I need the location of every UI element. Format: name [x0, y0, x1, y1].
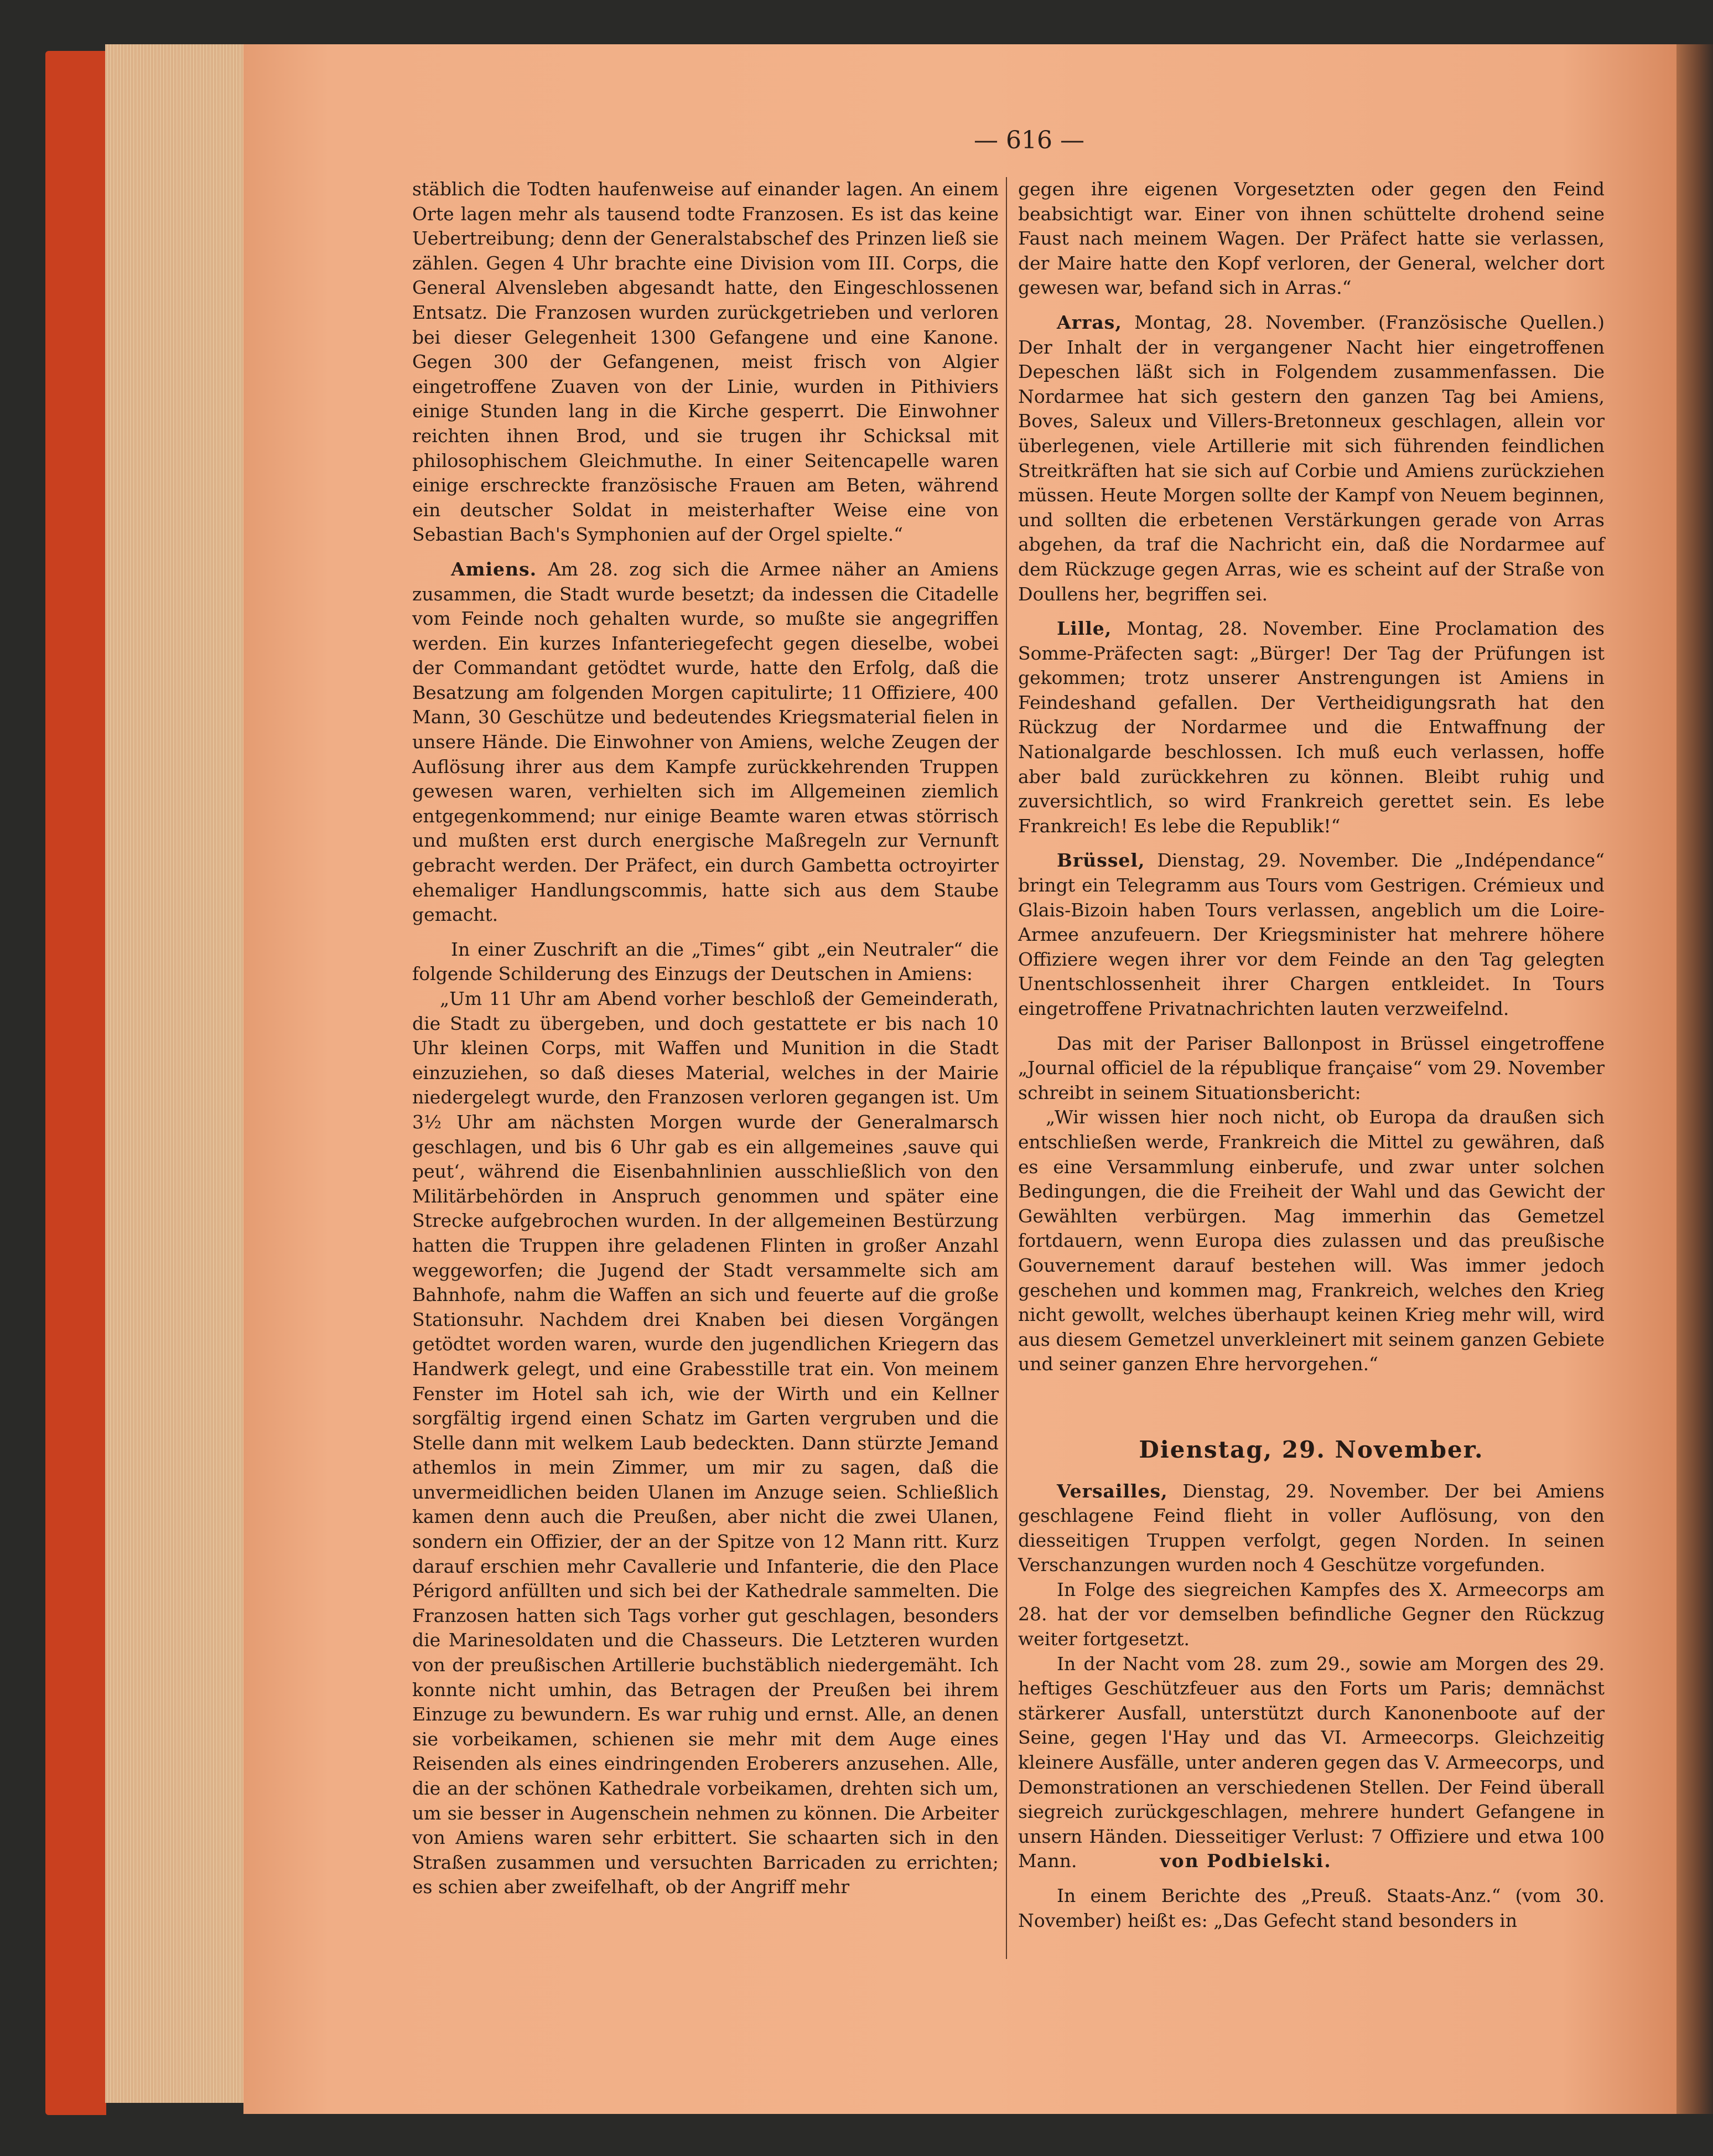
paragraph: stäblich die Todten haufenweise auf einander lagen. An einem Orte lagen mehr als tausend todte Franzosen. Es ist das keine Uebertreibung; denn der Generalstabschef des Prinzen ließ sie zählen. Gegen 4 Uhr brachte eine Division vom III. Corps, die General Alvensleben abgesandt hatte, den Eingeschlossenen Entsatz. Die Franzosen wurden zurückgetrieben und verloren bei dieser Gelegenheit 1300 Gefangene und eine Kanone. Gegen 300 der Gefangenen, meist frisch von Algier eingetroffene Zuaven von der Linie, wurden in Pithiviers einige Stunden lang in die Kirche gesperrt. Die Einwohner reichten ihnen Brod, und sie trugen ihr Schicksal mit philosophischem Gleichmuthe. In einer Seitencapelle waren einige erschreckte französische Frauen am Beten, während ein deutscher Soldat in meisterhafter Weise eine von Sebastian Bach's Symphonien auf der Orgel spielte.“ — [412, 178, 999, 546]
paragraph: In einer Zuschrift an die „Times“ gibt „ein Neutraler“ die folgende Schilderung des Einzugs der Deutschen in Amiens: — [412, 938, 999, 985]
paragraph: In Folge des siegreichen Kampfes des X. Armeecorps am 28. hat der vor demselben befindliche Gegner den Rückzug weiter fortgesetzt. — [1018, 1578, 1605, 1650]
place-heading: Brüssel, — [1057, 849, 1145, 872]
book-gutter — [1676, 44, 1713, 2114]
place-heading: Lille, — [1057, 618, 1112, 640]
paragraph-text: Dienstag, 29. November. Die „Indépendance“ bringt ein Telegramm aus Tours vom Gestrigen. Crémieux und Glais-Bizoin haben Tours verlassen, angeblich um die Loire-Armee anzufeuern. Der Kriegsminister hat mehrere höhere Offiziere wegen ihrer vor dem Feinde an den Tag gelegten Unentschlossenheit ihrer Chargen entkleidet. In Tours eingetroffene Privatnachrichten lauten verzweifelnd. — [1018, 849, 1605, 1019]
paragraph-arras — [1018, 310, 1605, 607]
paragraph: In einem Berichte des „Preuß. Staats-Anz.“ (vom 30. November) heißt es: „Das Gefecht stand besonders in — [1018, 1885, 1605, 1931]
paragraph-text: Montag, 28. November. (Französische Quellen.) Der Inhalt der in vergangener Nacht hier eingetroffenen Depeschen läßt sich in Folgendem zusammenfassen. Die Nordarmee hat sich gestern den ganzen Tag bei Amiens, Boves, Saleux und Villers-Bretonneux geschlagen, allein vor überlegenen, viele Artillerie mit sich führenden feindlichen Streitkräften hat sie sich auf Corbie und Amiens zurückziehen müssen. Heute Morgen sollte der Kampf von Neuem beginnen, und sollten die erbetenen Verstärkungen gerade von Arras abgehen, da traf die Nachricht ein, daß die Nordarmee auf dem Rückzuge gegen Arras, wie es scheint auf der Straße von Doullens her, begriffen sei. — [1018, 311, 1605, 605]
column-divider — [1006, 177, 1007, 1959]
paragraph-lille — [1018, 616, 1605, 838]
paragraph-report — [1018, 1652, 1605, 1874]
place-heading: Amiens. — [451, 558, 537, 580]
page-edges — [105, 44, 255, 2103]
paragraph-bruessel — [1018, 848, 1605, 1021]
paragraph-versailles — [1018, 1479, 1605, 1578]
right-column — [1018, 177, 1605, 1933]
signature: von Podbielski. — [1160, 1850, 1332, 1872]
paragraph: Das mit der Pariser Ballonpost in Brüssel eingetroffene „Journal officiel de la république française“ vom 29. November schreibt in seinem Situationsbericht: — [1018, 1032, 1605, 1103]
paragraph-text: In der Nacht vom 28. zum 29., sowie am Morgen des 29. heftiges Geschützfeuer aus den Forts um Paris; demnächst stärkerer Ausfall, unterstützt durch Kanonenboote auf der Seine, gegen l'Hay und das VI. Armeecorps. Gleichzeitig kleinere Ausfälle, unter anderen gegen das V. Armeecorps, und Demonstrationen an verschiedenen Stellen. Der Feind überall siegreich zurückgeschlagen, mehrere hundert Gefangene in unsern Händen. Diesseitiger Verlust: 7 Offiziere und etwa 100 Mann. — [1018, 1652, 1605, 1872]
date-heading: Dienstag, 29. November. — [1139, 1435, 1484, 1463]
left-column — [412, 177, 999, 1900]
place-heading: Arras, — [1057, 311, 1122, 333]
paragraph-text: Dienstag, 29. November. Der bei Amiens geschlagene Feind flieht in voller Auflösung, von den diesseitigen Truppen verfolgt, gegen Norden. In seinen Verschanzungen wurden noch 4 Geschütze vorgefunden. — [1018, 1480, 1605, 1576]
book-cover-edge — [45, 51, 106, 2115]
quote-paragraph: „Wir wissen hier noch nicht, ob Europa da draußen sich entschließen werde, Frankreich die Mittel zu gewähren, daß es eine Versammlung einberufe, und zwar unter solchen Bedingungen, die die Freiheit der Wahl und das Gewicht der Gewählten verbürgen. Mag immerhin das Gemetzel fortdauern, wenn Europa dies zulassen und das preußische Gouvernement darauf bestehen will. Was immer jedoch geschehen und kommen mag, Frankreich, welches den Krieg nicht gewollt, welches überhaupt keinen Krieg mehr will, wird aus diesem Gemetzel unverkleinert mit seinem ganzen Gebiete und seiner ganzen Ehre hervorgehen.“ — [1018, 1106, 1605, 1375]
paragraph-amiens — [412, 557, 999, 927]
paragraph-text: Montag, 28. November. Eine Proclamation des Somme-Präfecten sagt: „Bürger! Der Tag der Prüfungen ist gekommen; trotz unserer Anstrengungen ist Amiens in Feindeshand gefallen. Der Vertheidigungsrath hat den Rückzug der Nordarmee und die Entwaffnung der Nationalgarde beschlossen. Ich muß euch verlassen, hoffe aber bald zurückkehren zu können. Bleibt ruhig und zuversichtlich, so wird Frankreich gerettet sein. Es lebe Frankreich! Es lebe die Republik!“ — [1018, 618, 1605, 837]
paragraph: gegen ihre eigenen Vorgesetzten oder gegen den Feind beabsichtigt war. Einer von ihnen schüttelte drohend seine Faust nach meinem Wagen. Der Präfect hatte sie verlassen, der Maire hatte den Kopf verloren, der General, welcher dort gewesen war, befand sich in Arras.“ — [1018, 178, 1605, 299]
page-number: — 616 — — [974, 126, 1084, 154]
place-heading: Versailles, — [1057, 1480, 1168, 1502]
quote-paragraph: „Um 11 Uhr am Abend vorher beschloß der Gemeinderath, die Stadt zu übergeben, und doch gestattete er bis nach 10 Uhr kleinen Corps, mit Waffen und Munition in die Stadt einzuziehen, so daß dieses Material, welches in der Mairie niedergelegt wurde, den Franzosen verloren gegangen ist. Um 3½ Uhr am nächsten Morgen wurde der Generalmarsch geschlagen, und bis 6 Uhr gab es ein allgemeines ‚sauve qui peut‘, während die Eisenbahnlinien ausschließlich von den Militärbehörden in Anspruch genommen und später eine Strecke aufgebrochen wurden. In der allgemeinen Bestürzung hatten die Truppen ihre geladenen Flinten in großer Anzahl weggeworfen; die Jugend der Stadt versammelte sich am Bahnhofe, nahm die Waffen an sich und feuerte auf die große Stationsuhr. Nachdem drei Knaben bei diesen Vorgängen getödtet worden waren, wurde den jugendlichen Kriegern das Handwerk gelegt, und eine Grabesstille trat ein. Von meinem Fenster im Hotel sah ich, wie der Wirth und ein Kellner sorgfältig irgend einen Schatz im Garten vergruben und die Stelle dann mit welkem Laub bedeckten. Dann stürzte Jemand athemlos in mein Zimmer, um mir zu sagen, daß die unvermeidlichen beiden Ulanen im Anzuge seien. Schließlich kamen denn auch die Preußen, aber nicht die zwei Ulanen, sondern ein Offizier, der an der Spitze von 12 Mann ritt. Kurz darauf erschien mehr Cavallerie und Infanterie, die den Place Périgord anfüllten und sich bei der Kathedrale sammelten. Die Franzosen hatten sich Tags vorher gut geschlagen, besonders die Marinesoldaten und die Chasseurs. Die Letzteren wurden von der preußischen Artillerie buchstäblich niedergemäht. Ich konnte nicht umhin, das Betragen der Preußen bei ihrem Einzuge zu bewundern. Es war ruhig und ernst. Alle, an denen sie vorbeikamen, schienen sie mehr mit dem Auge eines Reisenden als eines eindringenden Eroberers anzusehen. Alle, die an der schönen Kathedrale vorbeikamen, drehten sich um, um sie besser in Augenschein nehmen zu können. Die Arbeiter von Amiens waren sehr erbittert. Sie schaarten sich in den Straßen zusammen und versuchten Barricaden zu errichten; es schien aber zweifelhaft, ob der Angriff mehr — [412, 988, 999, 1898]
paragraph-text: Am 28. zog sich die Armee näher an Amiens zusammen, die Stadt wurde besetzt; da indessen die Citadelle vom Feinde noch gehalten wurde, so mußte sie angegriffen werden. Ein kurzes Infanteriegefecht gegen dieselbe, wobei der Commandant getödtet wurde, hatte den Erfolg, daß die Besatzung am folgenden Morgen capitulirte; 11 Offiziere, 400 Mann, 30 Geschütze und bedeutendes Kriegsmaterial fielen in unsere Hände. Die Einwohner von Amiens, welche Zeugen der Auflösung ihrer aus dem Kampfe zurückkehrenden Truppen gewesen waren, verhielten sich im Allgemeinen ziemlich entgegenkommend; nur einige Beamte waren etwas störrisch und mußten erst durch energische Maßregeln zur Vernunft gebracht werden. Der Präfect, ein durch Gambetta octroyirter ehemaliger Handlungscommis, hatte sich aus dem Staube gemacht. — [412, 558, 999, 926]
